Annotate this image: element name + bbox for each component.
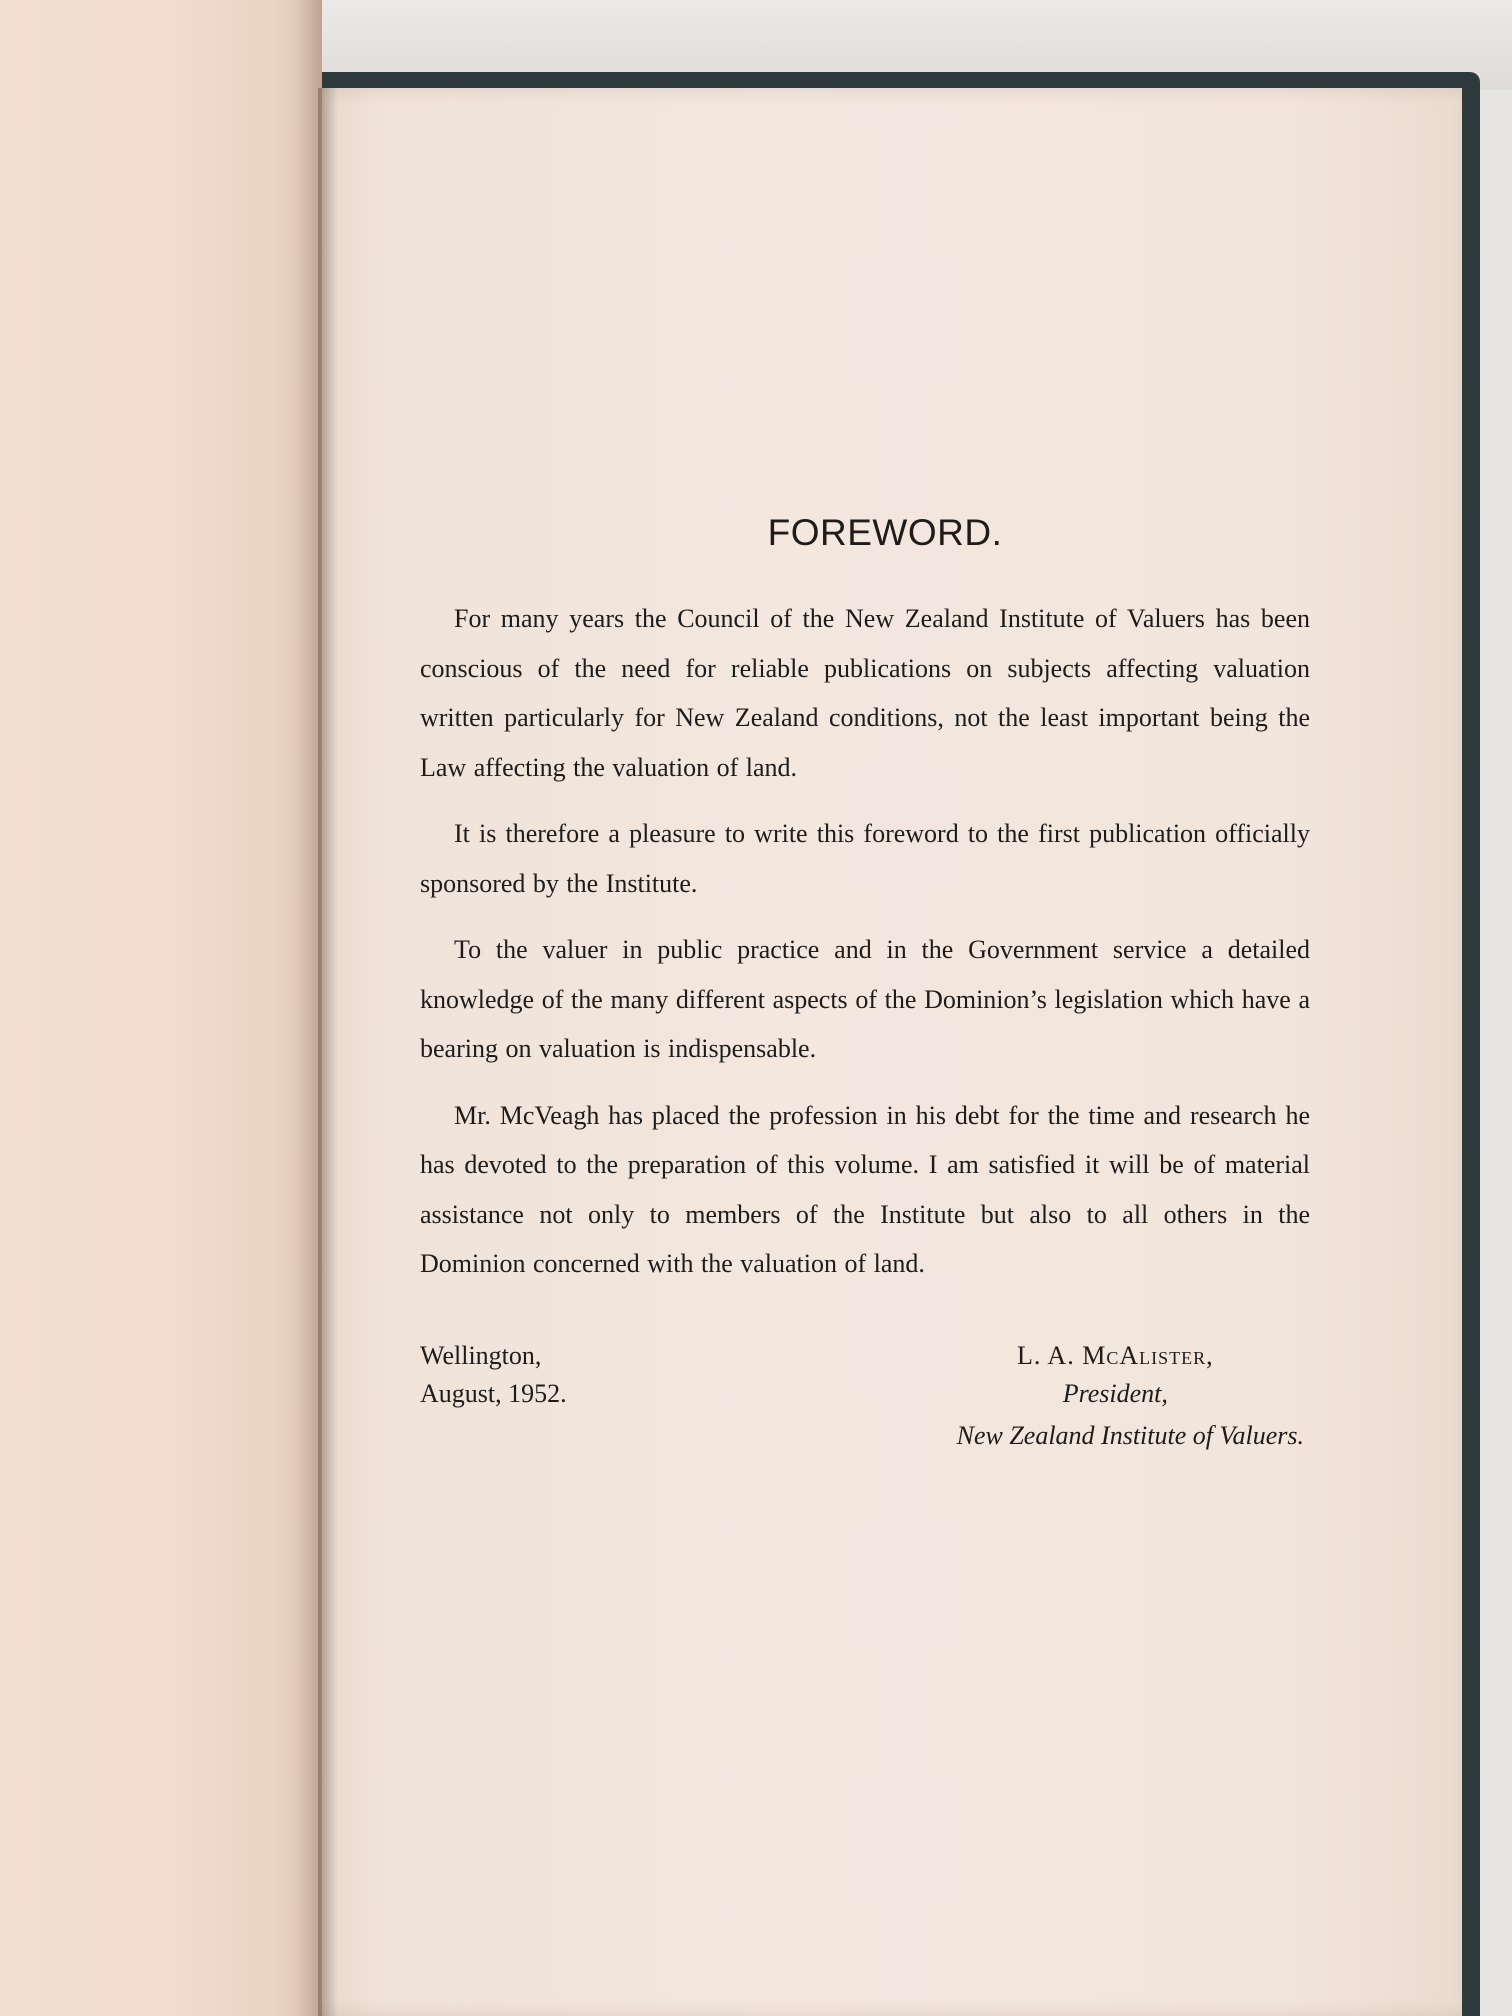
paragraph-2: It is therefore a pleasure to write this foreword to the first publication officially sponsored by the Institute. bbox=[420, 819, 1310, 898]
signer bbox=[957, 1337, 1304, 1455]
signer-organization: New Zealand Institute of Valuers. bbox=[956, 1420, 1304, 1450]
signer-name: L. A. McAlister, bbox=[1016, 1340, 1214, 1370]
place: Wellington, bbox=[420, 1340, 542, 1370]
date: August, 1952. bbox=[420, 1378, 567, 1408]
place-and-date bbox=[420, 1337, 567, 1413]
foreword-text bbox=[420, 512, 1310, 1477]
paragraph-1: For many years the Council of the New Zealand Institute of Valuers has been conscious of the need for reliable publications on subjects affecting valuation written particularly for New Zealand conditions, not the least important being the Law affecting the valuation of land. bbox=[420, 604, 1310, 782]
page-title: FOREWORD. bbox=[767, 512, 1003, 553]
signer-title: President, bbox=[1062, 1378, 1168, 1408]
paragraph-3: To the valuer in public practice and in the Government service a detailed knowledge of the many different aspects of the Dominion’s legislation which have a bearing on valuation is indispensable. bbox=[420, 935, 1310, 1063]
signature-block bbox=[420, 1337, 1310, 1477]
page-gutter bbox=[318, 88, 338, 2016]
paragraph-4: Mr. McVeagh has placed the profession in his debt for the time and research he has devoted to the preparation of this volume. I am satisfied it will be of material assistance not only to members of the Institute but also to all others in the Dominion concerned with the valuation of land. bbox=[420, 1100, 1310, 1278]
left-page bbox=[0, 0, 322, 2016]
